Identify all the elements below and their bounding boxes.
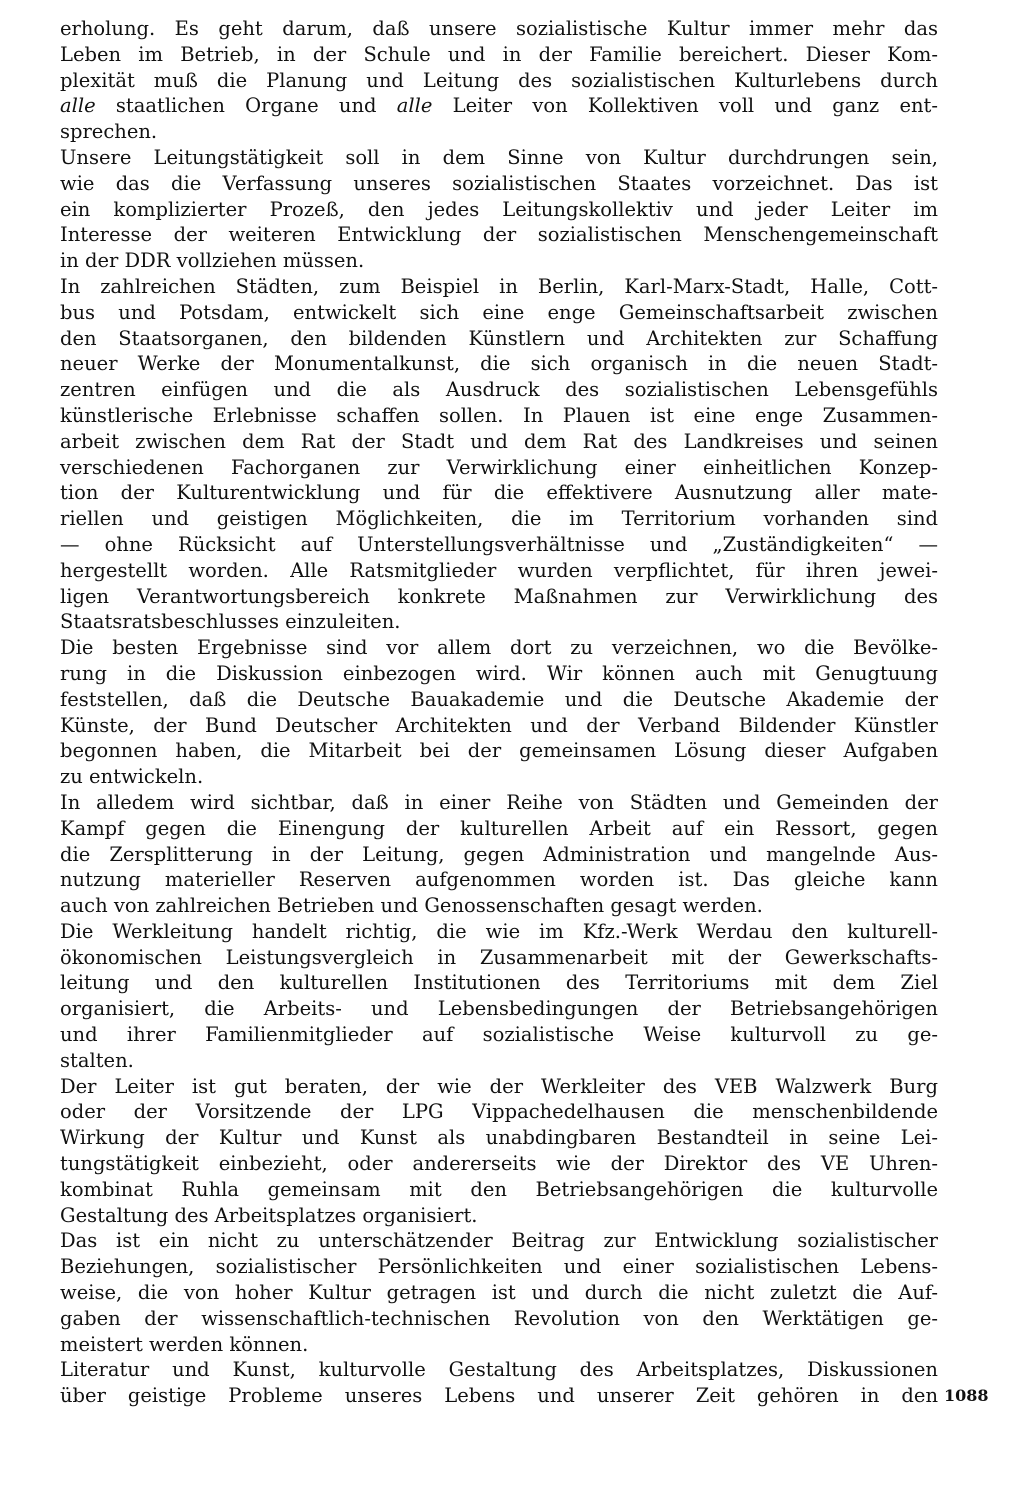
- text-line-italic-emphasis: alle staatlichen Organe und alle Leiter von Kollektiven voll und ganz ent-: [60, 94, 938, 118]
- text-line: hergestellt worden. Alle Ratsmitglieder wurden verpflichtet, für ihren jewei-: [60, 558, 938, 582]
- text-line: Literatur und Kunst, kulturvolle Gestaltung des Arbeitsplatzes, Diskussionen: [60, 1358, 938, 1382]
- text-line: tion der Kulturentwicklung und für die effektivere Ausnutzung aller mate-: [60, 481, 938, 505]
- text-line: Staatsratsbeschlusses einzuleiten.: [60, 610, 401, 634]
- text-line: Unsere Leitungstätigkeit soll in dem Sinne von Kultur durchdrungen sein,: [60, 145, 938, 169]
- paragraph-1: [60, 16, 938, 145]
- text-line: Kampf gegen die Einengung der kulturellen Arbeit auf ein Ressort, gegen: [60, 816, 938, 840]
- text-line: begonnen haben, die Mitarbeit bei der gemeinsamen Lösung dieser Aufgaben: [60, 739, 938, 763]
- text-line: zu entwickeln.: [60, 765, 204, 789]
- page-number: 1088: [944, 1386, 989, 1405]
- text-line: wie das die Verfassung unseres sozialistischen Staates vorzeichnet. Das ist: [60, 171, 938, 195]
- paragraph-7: [60, 1074, 938, 1229]
- text-line: zentren einfügen und die als Ausdruck des sozialistischen Lebensgefühls: [60, 378, 938, 402]
- text-line: leitung und den kulturellen Institutionen des Territoriums mit dem Ziel: [60, 971, 938, 995]
- text-column: [60, 16, 938, 1409]
- paragraph-2: [60, 145, 938, 274]
- text-line: erholung. Es geht darum, daß unsere sozialistische Kultur immer mehr das: [60, 17, 938, 40]
- text-line: die Zersplitterung in der Leitung, gegen Administration und mangelnde Aus-: [60, 842, 938, 866]
- text-line: Die Werkleitung handelt richtig, die wie im Kfz.-Werk Werdau den kulturell-: [60, 919, 938, 943]
- text-line: und ihrer Familienmitglieder auf sozialistische Weise kulturvoll zu ge-: [60, 1023, 938, 1047]
- text-line: tungstätigkeit einbezieht, oder andererseits wie der Direktor des VE Uhren-: [60, 1152, 938, 1176]
- text-line: den Staatsorganen, den bildenden Künstlern und Architekten zur Schaffung: [60, 326, 938, 350]
- text-line: nutzung materieller Reserven aufgenommen worden ist. Das gleiche kann: [60, 868, 938, 892]
- text-line: Künste, der Bund Deutscher Architekten und der Verband Bildender Künstler: [60, 713, 938, 737]
- text-line: auch von zahlreichen Betrieben und Genossenschaften gesagt werden.: [60, 894, 763, 918]
- paragraph-5: [60, 790, 938, 919]
- text-line: In alledem wird sichtbar, daß in einer Reihe von Städten und Gemeinden der: [60, 790, 938, 814]
- text-line: — ohne Rücksicht auf Unterstellungsverhältnisse und „Zuständigkeiten“ —: [60, 532, 938, 556]
- text-line: feststellen, daß die Deutsche Bauakademie und die Deutsche Akademie der: [60, 687, 938, 711]
- paragraph-8: [60, 1228, 938, 1357]
- text-line: organisiert, die Arbeits- und Lebensbedingungen der Betriebsangehörigen: [60, 997, 938, 1021]
- text-line: oder der Vorsitzende der LPG Vippachedelhausen die menschenbildende: [60, 1100, 938, 1124]
- paragraph-3: [60, 274, 938, 635]
- text-line: sprechen.: [60, 120, 158, 144]
- text-line: verschiedenen Fachorganen zur Verwirklichung einer einheitlichen Konzep-: [60, 455, 938, 479]
- text-line: Leben im Betrieb, in der Schule und in der Familie bereichert. Dieser Kom-: [60, 42, 938, 66]
- text-line: über geistige Probleme unseres Lebens und unserer Zeit gehören in den: [60, 1384, 938, 1408]
- paragraph-9: [60, 1357, 938, 1409]
- text-line: stalten.: [60, 1048, 134, 1072]
- text-line: ein komplizierter Prozeß, den jedes Leitungskollektiv und jeder Leiter im: [60, 197, 938, 221]
- text-line: In zahlreichen Städten, zum Beispiel in Berlin, Karl-Marx-Stadt, Halle, Cott-: [60, 274, 938, 298]
- text-line: künstlerische Erlebnisse schaffen sollen. In Plauen ist eine enge Zusammen-: [60, 403, 938, 427]
- text-line: meistert werden können.: [60, 1332, 309, 1356]
- text-line: Interesse der weiteren Entwicklung der sozialistischen Menschengemeinschaft: [60, 223, 938, 247]
- text-line: rung in die Diskussion einbezogen wird. Wir können auch mit Genugtuung: [60, 661, 938, 685]
- text-line: riellen und geistigen Möglichkeiten, die im Territorium vorhanden sind: [60, 507, 938, 531]
- text-line: ligen Verantwortungsbereich konkrete Maßnahmen zur Verwirklichung des: [60, 584, 938, 608]
- text-line: neuer Werke der Monumentalkunst, die sich organisch in die neuen Stadt-: [60, 352, 938, 376]
- text-line: plexität muß die Planung und Leitung des sozialistischen Kulturlebens durch: [60, 68, 938, 92]
- text-line: Die besten Ergebnisse sind vor allem dort zu verzeichnen, wo die Bevölke-: [60, 636, 938, 660]
- text-line: arbeit zwischen dem Rat der Stadt und dem Rat des Landkreises und seinen: [60, 429, 938, 453]
- text-line: weise, die von hoher Kultur getragen ist und durch die nicht zuletzt die Auf-: [60, 1281, 938, 1305]
- text-line: Das ist ein nicht zu unterschätzender Beitrag zur Entwicklung sozialistischer: [60, 1229, 938, 1253]
- text-line: Der Leiter ist gut beraten, der wie der Werkleiter des VEB Walzwerk Burg: [60, 1074, 938, 1098]
- text-line: gaben der wissenschaftlich-technischen Revolution von den Werktätigen ge-: [60, 1306, 938, 1330]
- text-line: in der DDR vollziehen müssen.: [60, 249, 365, 273]
- text-line: Gestaltung des Arbeitsplatzes organisiert.: [60, 1203, 478, 1227]
- text-line: Wirkung der Kultur und Kunst als unabdingbaren Bestandteil in seine Lei-: [60, 1126, 938, 1150]
- text-line: bus und Potsdam, entwickelt sich eine enge Gemeinschaftsarbeit zwischen: [60, 300, 938, 324]
- text-line: Beziehungen, sozialistischer Persönlichkeiten und einer sozialistischen Lebens-: [60, 1255, 938, 1279]
- text-line: kombinat Ruhla gemeinsam mit den Betriebsangehörigen die kulturvolle: [60, 1177, 938, 1201]
- paragraph-4: [60, 635, 938, 790]
- paragraph-6: [60, 919, 938, 1074]
- text-line: ökonomischen Leistungsvergleich in Zusammenarbeit mit der Gewerkschafts-: [60, 945, 938, 969]
